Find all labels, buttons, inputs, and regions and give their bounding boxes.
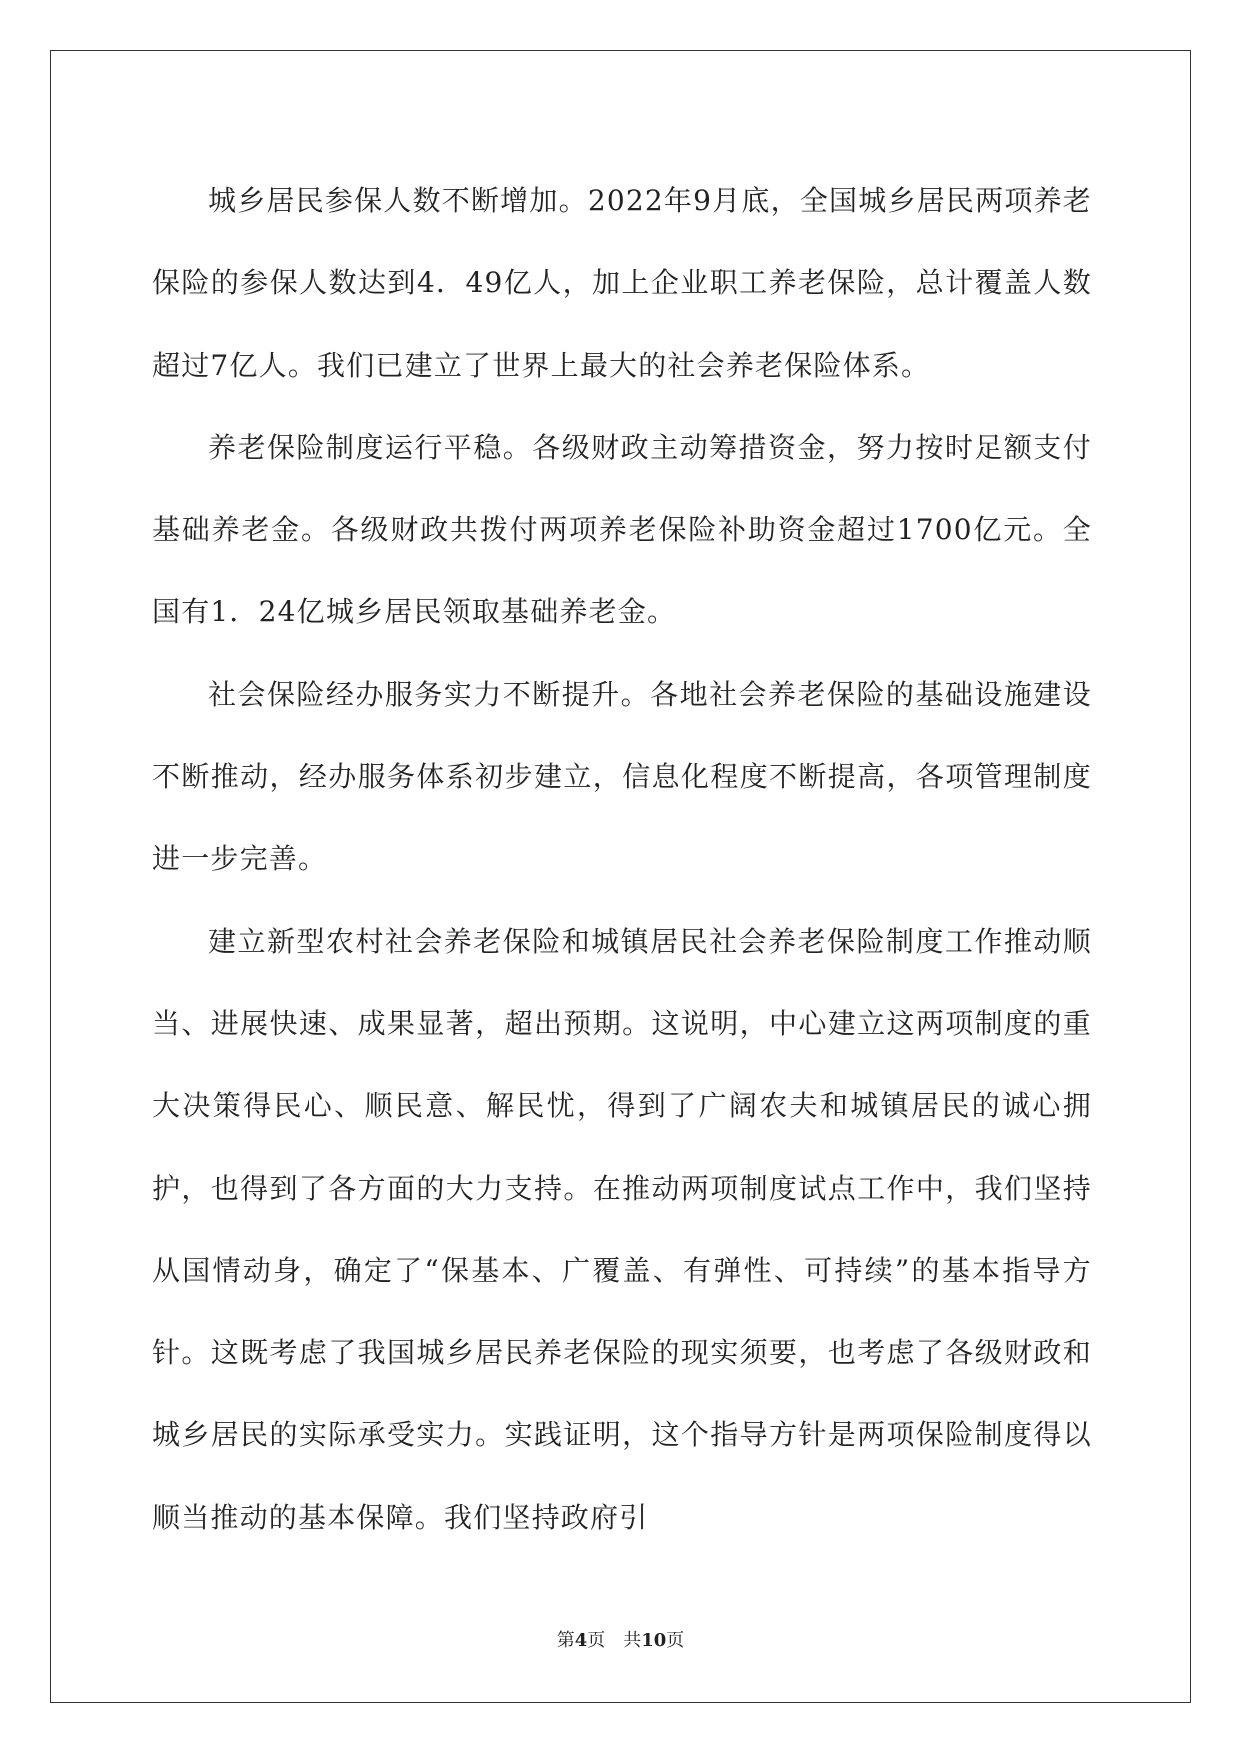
page-suffix: 页 [587,1630,606,1651]
page-footer [0,1626,1241,1652]
total-pages: 10 [641,1630,667,1651]
page-prefix: 第 [556,1630,575,1651]
paragraph-4: 建立新型农村社会养老保险和城镇居民社会养老保险制度工作推动顺当、进展快速、成果显著，超出预期。这说明，中心建立这两项制度的重大决策得民心、顺民意、解民忧，得到了广阔农夫和城镇居民的诚心拥护，也得到了各方面的大力支持。在推动两项制度试点工作中，我们坚持从国情动身，确定了“保基本、广覆盖、有弹性、可持续”的基本指导方针。这既考虑了我国城乡居民养老保险的现实须要，也考虑了各级财政和城乡居民的实际承受实力。实践证明，这个指导方针是两项保险制度得以顺当推动的基本保障。我们坚持政府引 [152,924,1092,1534]
page-number: 4 [574,1630,588,1651]
paragraph-2: 养老保险制度运行平稳。各级财政主动筹措资金，努力按时足额支付基础养老金。各级财政共拨付两项养老保险补助资金超过1700亿元。全国有1．24亿城乡居民领取基础养老金。 [152,430,1092,629]
total-suffix: 页 [666,1630,685,1651]
paragraph-3: 社会保险经办服务实力不断提升。各地社会养老保险的基础设施建设不断推动，经办服务体系初步建立，信息化程度不断提高，各项管理制度进一步完善。 [152,677,1092,876]
document-body [152,160,1092,1559]
total-prefix: 共 [623,1630,642,1651]
paragraph-1: 城乡居民参保人数不断增加。2022年9月底，全国城乡居民两项养老保险的参保人数达到4．49亿人，加上企业职工养老保险，总计覆盖人数超过7亿人。我们已建立了世界上最大的社会养老保险体系。 [152,184,1092,382]
